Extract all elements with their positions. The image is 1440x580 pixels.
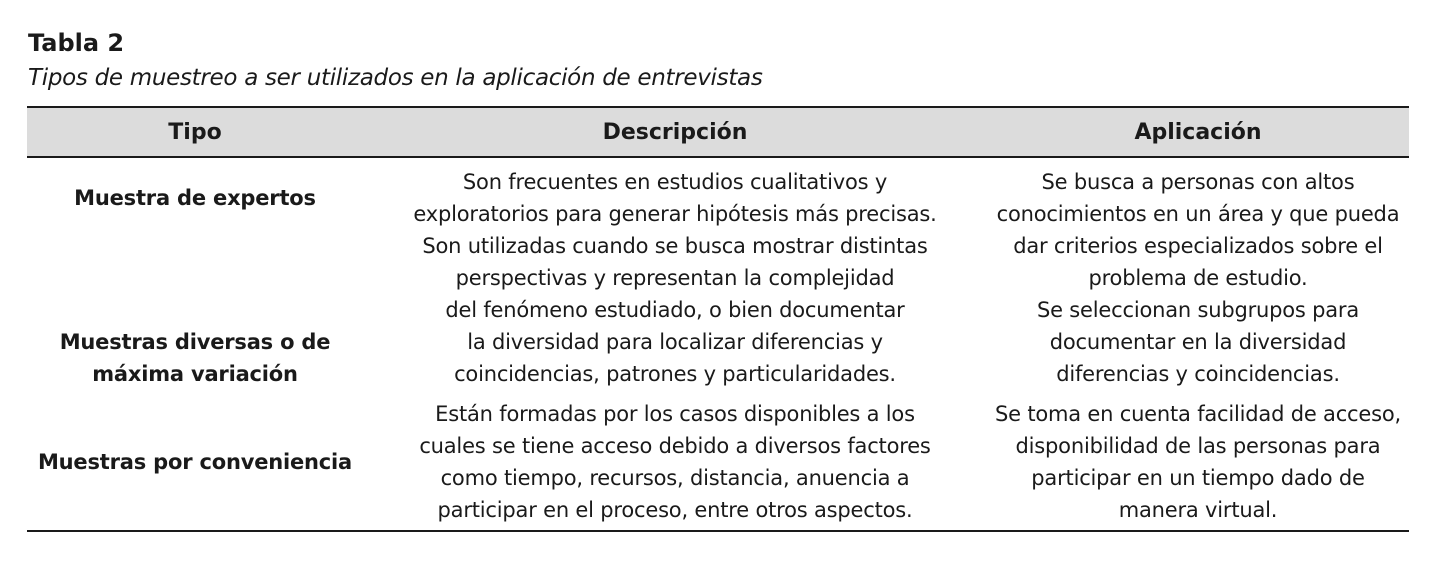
table-body bbox=[27, 157, 1409, 531]
cell-descripcion-text: Son utilizadas cuando se busca mostrar distintas perspectivas y representan la complejidad del fenómeno estudiado, o bien documentar la diversidad para localizar diferencias y coincidencias, patrones y particularidades. bbox=[422, 234, 928, 386]
cell-tipo-text: Muestra de expertos bbox=[74, 186, 316, 210]
cell-tipo bbox=[27, 157, 363, 230]
table-row bbox=[27, 230, 1409, 398]
column-header-descripcion: Descripción bbox=[363, 107, 987, 157]
column-header-aplicacion: Aplicación bbox=[987, 107, 1409, 157]
table-header bbox=[27, 107, 1409, 157]
table-caption: Tipos de muestreo a ser utilizados en la aplicación de entrevistas bbox=[28, 65, 763, 91]
table-row bbox=[27, 157, 1409, 230]
cell-descripcion bbox=[363, 398, 987, 531]
cell-aplicacion bbox=[987, 157, 1409, 230]
cell-aplicacion-text: dar criterios especializados sobre el problema de estudio. Se seleccionan subgrupos para documentar en la diversidad diferencias y coincidencias. bbox=[1013, 234, 1383, 386]
cell-aplicacion bbox=[987, 230, 1409, 398]
cell-tipo bbox=[27, 230, 363, 398]
cell-aplicacion-text: Se busca a personas con altos conocimientos en un área y que pueda bbox=[996, 170, 1400, 226]
cell-descripcion-text: Están formadas por los casos disponibles a los cuales se tiene acceso debido a diversos factores como tiempo, recursos, distancia, anuencia a participar en el proceso, entre otros aspectos. bbox=[419, 402, 931, 522]
cell-descripcion-text: Son frecuentes en estudios cualitativos y exploratorios para generar hipótesis más precisas. bbox=[413, 170, 937, 226]
cell-descripcion bbox=[363, 157, 987, 230]
cell-descripcion bbox=[363, 230, 987, 398]
table-label: Tabla 2 bbox=[28, 29, 125, 57]
cell-tipo bbox=[27, 398, 363, 531]
table-row bbox=[27, 398, 1409, 531]
header-row bbox=[27, 107, 1409, 157]
cell-tipo-text: Muestras por conveniencia bbox=[37, 450, 352, 474]
cell-tipo-text: Muestras diversas o de máxima variación bbox=[59, 330, 331, 386]
sampling-types-table bbox=[27, 106, 1409, 532]
column-header-tipo: Tipo bbox=[27, 107, 363, 157]
cell-aplicacion-text: Se toma en cuenta facilidad de acceso, disponibilidad de las personas para participar en un tiempo dado de manera virtual. bbox=[995, 402, 1401, 522]
cell-aplicacion bbox=[987, 398, 1409, 531]
